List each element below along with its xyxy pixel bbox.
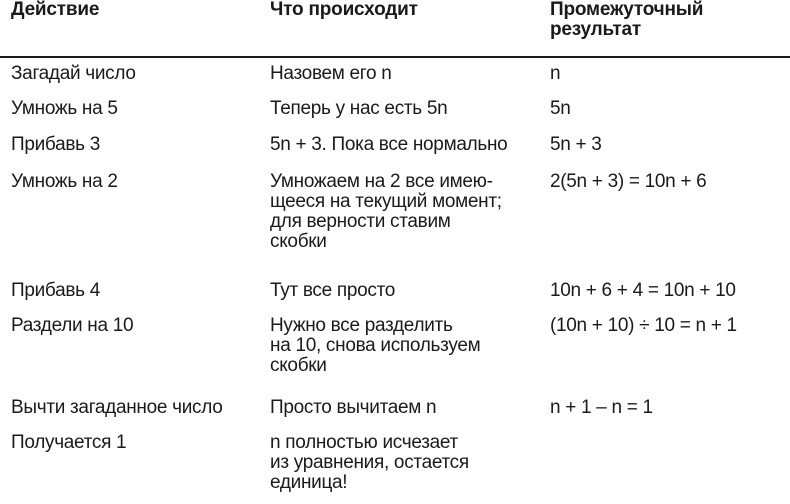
row-action: Раздели на 10 [11, 315, 134, 336]
header-intermediate-result: Промежуточный результат [550, 0, 704, 40]
row-action: Получается 1 [11, 432, 127, 453]
row-result: 2(5n + 3) = 10n + 6 [550, 171, 707, 192]
row-description: n полностью исчезает из уравнения, остается единица! [270, 432, 469, 493]
row-result: n [550, 63, 561, 84]
row-description: Просто вычитаем n [270, 397, 437, 418]
row-description: Умножаем на 2 все имею- щееся на текущий момент; для верности ставим скобки [270, 171, 502, 252]
row-action: Прибавь 4 [11, 280, 100, 301]
row-action: Умножь на 5 [11, 98, 118, 119]
header-action: Действие [11, 0, 100, 20]
row-description: Теперь у нас есть 5n [270, 98, 448, 119]
row-description: Тут все просто [270, 280, 396, 301]
row-action: Прибавь 3 [11, 134, 100, 155]
row-result: 10n + 6 + 4 = 10n + 10 [550, 280, 736, 301]
row-result: 5n + 3 [550, 134, 602, 155]
row-action: Умножь на 2 [11, 171, 118, 192]
row-result: (10n + 10) ÷ 10 = n + 1 [550, 315, 737, 336]
row-action: Загадай число [11, 63, 136, 84]
row-description: Назовем его n [270, 63, 392, 84]
header-divider [0, 56, 790, 58]
header-what-happens: Что происходит [270, 0, 418, 20]
row-action: Вычти загаданное число [11, 397, 223, 418]
row-result: n + 1 – n = 1 [550, 397, 653, 418]
row-result: 5n [550, 98, 571, 119]
table-header [0, 0, 790, 57]
row-description: Нужно все разделить на 10, снова используем скобки [270, 315, 481, 376]
row-description: 5n + 3. Пока все нормально [270, 134, 508, 155]
